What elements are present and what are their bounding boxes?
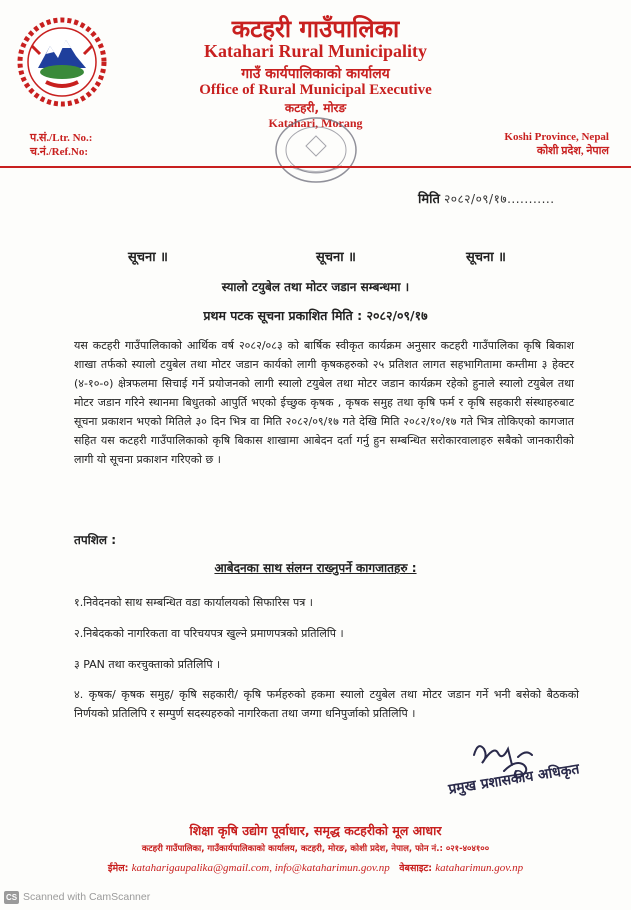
website-label: वेबसाइट:	[399, 863, 433, 874]
date-label: मिति	[418, 192, 440, 207]
letter-number-label: प.सं./Ltr. No.:	[30, 132, 93, 144]
reference-number-label: च.नं./Ref.No:	[30, 146, 88, 158]
document-item-3: ३ PAN तथा करचुक्ताको प्रतिलिपि ।	[74, 658, 221, 671]
document-item-4: ४. कृषक/ कृषक समुह/ कृषि सहकारी/ कृषि फर्महरुको हकमा स्यालो टयुबेल तथा मोटर जडान गर्ने भनी बसेको बैठकको निर्णयको प्रतिलिपि र सम्पुर्ण सदस्यहरुको नागरिकता तथा जग्गा धनिपुर्जाको प्रतिलिपि ।	[74, 688, 579, 720]
municipality-name-en: Katahari Rural Municipality	[203, 41, 427, 61]
location-en: Katahari, Morang	[268, 116, 363, 130]
header-divider	[0, 166, 631, 168]
document-item-2: २.निबेदकको नागरिकता वा परिचयपत्र खुल्ने प्रमाणपत्रको प्रतिलिपि ।	[74, 627, 344, 640]
office-name-np: गाउँ कार्यपालिकाको कार्यालय	[241, 66, 390, 82]
office-stamp-icon	[270, 112, 362, 188]
province-en: Koshi Province, Nepal	[504, 131, 609, 143]
documents-heading	[0, 559, 631, 576]
municipality-name-np: कटहरी गाउँपालिका	[231, 15, 400, 43]
website-value: kataharimun.gov.np	[435, 862, 524, 874]
notice-subject: स्यालो टयुबेल तथा मोटर जडान सम्बन्धमा ।	[221, 280, 410, 294]
date-line	[418, 189, 555, 207]
officer-title: प्रमुख प्रशासकीय अधिकृत	[447, 761, 581, 798]
notice-heading-2: सूचना ॥	[316, 250, 356, 265]
scanner-watermark-text: Scanned with CamScanner	[23, 891, 151, 903]
office-name-en: Office of Rural Municipal Executive	[199, 82, 432, 98]
footer-motto: शिक्षा कृषि उद्योग पूर्वाधार, समृद्ध कटहरीको मूल आधार	[189, 823, 442, 838]
email-label: ईमेल:	[107, 863, 129, 874]
notice-heading-3: सूचना ॥	[466, 250, 506, 265]
scanner-watermark	[4, 889, 150, 905]
camscanner-icon: CS	[5, 892, 18, 902]
location-np: कटहरी, मोरङ	[284, 101, 347, 115]
date-value: २०८२/०९/१७...........	[444, 192, 555, 206]
province-block	[504, 130, 609, 158]
email-value: kataharigaupalika@gmail.com, info@kataharimun.gov.np	[131, 862, 390, 874]
notice-body-paragraph: यस कटहरी गाउँपालिकाको आर्थिक वर्ष २०८२/०८३ को बार्षिक स्वीकृत कार्यक्रम अनुसार कटहरी गाउँपालिका कृषि बिकाश शाखा तर्फको स्यालो टयुबेल तथा मोटर जडान कार्यको लागी कृषकहरुको २५ प्रतिशत लागत सहभागितामा कम्तीमा ३ हेक्टर (४-१०-०) क्षेत्रफलमा सिचाई गर्ने प्रयोजनको लागी स्यालो टयुबेल तथा मोटर जडान कार्यक्रम रहेको हुनाले स्यालो टयुबेल तथा मोटर जडान गरिने स्थानमा बिधुतको आपुर्ति भएको ईच्छुक कृषक , कृषक समुह तथा कृषि फर्म र कृषि सहकारी संस्थाहरुबाट सूचना प्रकाशन भएको मितिले ३० दिन भित्र वा मिति २०८२/०९/१७ गते देखि मिति २०८२/१०/१७ गते भित्र तोकिएको कागजात सहित यस कटहरी गाउँपालिकाको कृषि बिकास शाखामा आबेदन दर्ता गर्नु हुन सम्बन्धित सरोकारवालाहरु सबैको जानकारीको लागी यो सूचना प्रकाशन गरिएको छ ।	[74, 339, 574, 466]
documents-heading-text: आबेदनका साथ संलग्न राख्नुपर्ने कागजातहरु :	[214, 561, 417, 575]
footer-contact	[0, 861, 631, 874]
first-publication-date: प्रथम पटक सूचना प्रकाशित मिति : २०८२/०९/१७	[203, 308, 428, 323]
footer-address: कटहरी गाउँपालिका, गाउँकार्यपालिकाको कार्यालय, कटहरी, मोरङ, कोशी प्रदेश, नेपाल, फोन नं.: ०२१-४०४१००	[141, 844, 490, 854]
notice-heading-1: सूचना ॥	[128, 250, 168, 265]
letter-number-block	[30, 131, 92, 159]
details-label: तपशिल :	[74, 533, 117, 547]
province-np: कोशी प्रदेश, नेपाल	[536, 145, 609, 157]
document-item-1: १.निवेदनको साथ सम्बन्धित वडा कार्यालयको सिफारिस पत्र ।	[74, 596, 313, 609]
